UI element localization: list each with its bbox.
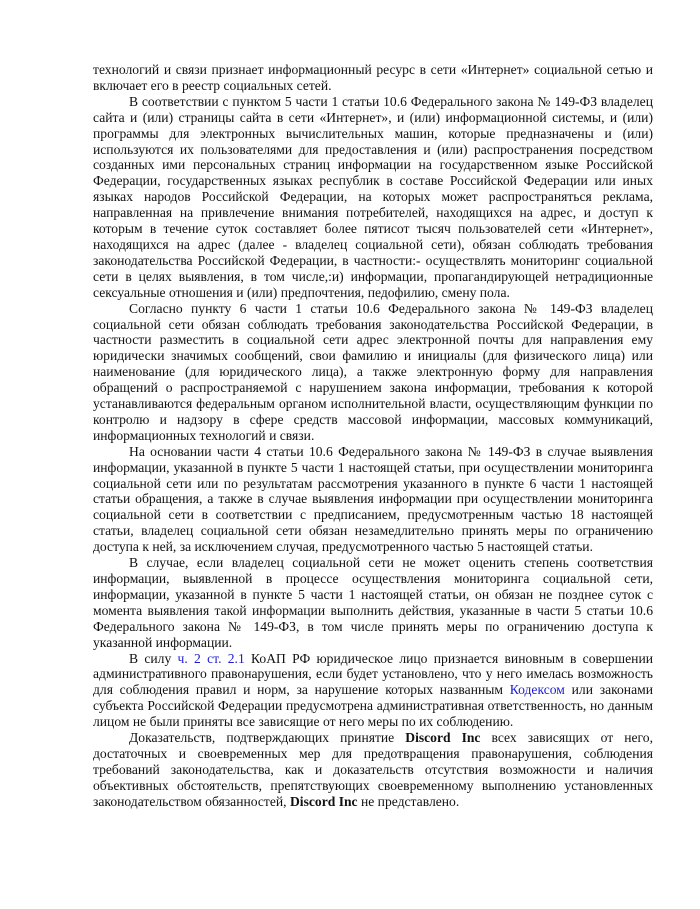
paragraph-contact-obligation: Согласно пункту 6 части 1 статьи 10.6 Федерального закона № 149-ФЗ владелец социальной сети обязан соблюдать требования законодательства Российской Федерации, в частности разместить в социальной сети адрес электронной почты для направления ему юридически значимых сообщений, свои фамилию и инициалы (для физического лица) или наименование (для юридического лица), а также электронную форму для направления обращений о распространяемой с нарушением закона информации, требования к которой устанавливаются федеральным органом исполнительной власти, осуществляющим функции по контролю и надзору в сфере средств массовой информации, массовых коммуникаций, информационных технологий и связи. [93,300,653,443]
paragraph-registry-continuation: технологий и связи признает информационный ресурс в сети «Интернет» социальной сетью и включает его в реестр социальных сетей. [93,62,653,93]
company-name: Discord Inc [289,793,358,809]
codex-link[interactable]: Кодексом [509,682,565,698]
text-segment: Доказательств, подтверждающих принятие [129,730,406,746]
document-page [93,62,653,810]
paragraph-access-restriction: На основании части 4 статьи 10.6 Федерального закона № 149-ФЗ в случае выявления информации, указанной в пункте 5 части 1 настоящей статьи, при осуществлении мониторинга социальной сети или по результатам рассмотрения указанного в пункте 6 части 1 настоящей статьи обращения, а также в случае выявления информации при осуществлении мониторинга социальной сети в соответствии с предписанием, предусмотренным частью 18 настоящей статьи, владелец социальной сети обязан незамедлительно принять меры по ограничению доступа к ней, за исключением случая, предусмотренного частью 5 настоящей статьи. [93,443,653,555]
paragraph-koap-liability [93,651,653,731]
text-segment: не представлено. [357,793,460,809]
paragraph-evidence-conclusion [93,730,653,810]
text-segment: КоАП РФ юридическое лицо признается виновным в совершении административного правонарушения, если будет установлено, что у него имелась возможность для соблюдения правил и норм, за нарушение которых названным [93,650,653,698]
paragraph-assessment-procedure: В случае, если владелец социальной сети не может оценить степень соответствия информации, выявленной в процессе осуществления мониторинга социальной сети, информации, указанной в пункте 5 части 1 настоящей статьи, он обязан не позднее суток с момента выявления такой информации выполнить действия, указанные в части 5 статьи 10.6 Федерального закона № 149-ФЗ, в том числе принять меры по ограничению доступа к указанной информации. [93,555,653,650]
text-segment: или законами субъекта Российской Федерации предусмотрена административная ответственность, но данным лицом не были приняты все зависящие от него меры по их соблюдению. [93,682,653,730]
company-name: Discord Inc [405,730,481,746]
koap-article-link[interactable]: ч. 2 ст. 2.1 [177,650,245,666]
text-segment: всех зависящих от него, достаточных и своевременных мер для предотвращения правонарушения, соблюдения требований законодательства, как и доказательств отсутствия возможности и наличия объективных обстоятельств, препятствующих своевременному выполнению установленных законодательством обязанностей, [93,730,653,809]
paragraph-monitoring-obligation: В соответствии с пунктом 5 части 1 статьи 10.6 Федерального закона № 149-ФЗ владелец сайта и (или) страницы сайта в сети «Интернет», и (или) информационной системы, и (или) программы для электронных вычислительных машин, которые предназначены и (или) используются их пользователями для предоставления и (или) распространения посредством созданных ими персональных страниц информации на государственном языке Российской Федерации, государственных языках республик в составе Российской Федерации или иных языках народов Российской Федерации, на которых может распространяться реклама, направленная на привлечение внимания потребителей, находящихся на адрес, и доступ к которым в течение суток составляет более пятисот тысяч пользователей сети «Интернет», находящихся на адрес (далее - владелец социальной сети), обязан соблюдать требования законодательства Российской Федерации, в частности:- осуществлять мониторинг социальной сети в целях выявления, в том числе,:и) информации, пропагандирующей нетрадиционные сексуальные отношения и (или) предпочтения, педофилию, смену пола. [93,93,653,300]
text-segment: В силу [129,650,178,666]
